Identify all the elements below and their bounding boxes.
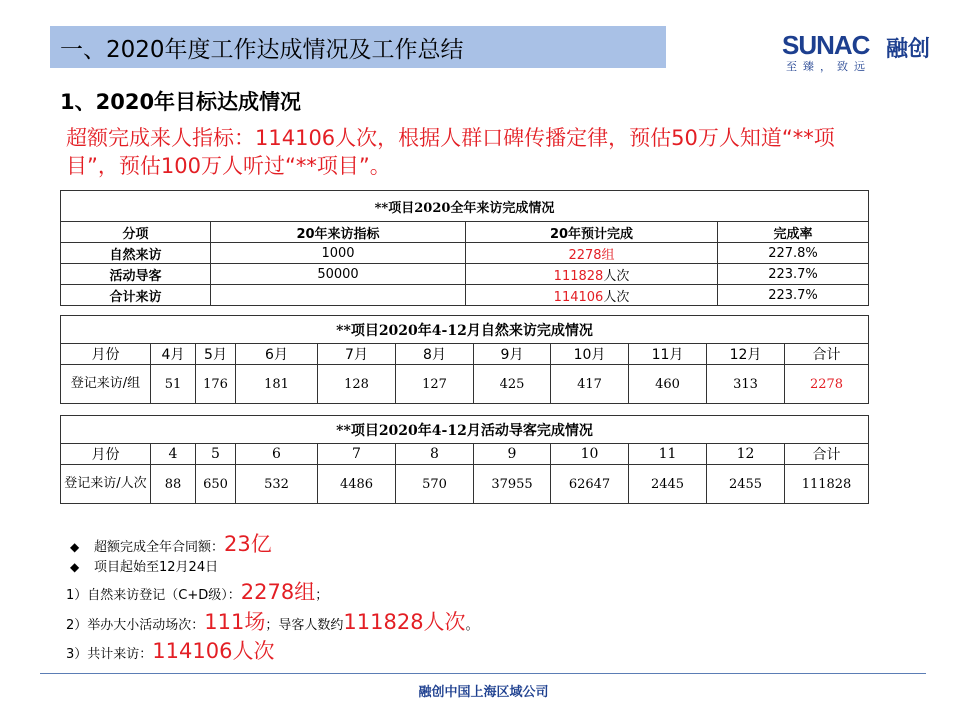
done-cell <box>466 285 718 306</box>
month-cell: 12 <box>707 444 785 465</box>
footer-divider <box>40 673 926 674</box>
list-value: 111828人次 <box>343 610 466 634</box>
list-label: 1）自然来访登记（C+D级）： <box>66 588 241 603</box>
rate-cell: 223.7% <box>718 264 869 285</box>
month-cell: 4月 <box>151 344 196 365</box>
value-cell: 176 <box>196 365 236 404</box>
footer-company: 融创中国上海区域公司 <box>418 685 549 700</box>
value-cell: 532 <box>236 465 318 504</box>
table-row <box>61 264 869 285</box>
list-item-total <box>66 635 274 665</box>
list-value: 114106人次 <box>152 639 275 663</box>
total-header: 合计 <box>785 344 869 365</box>
list-tail: ； <box>315 588 329 603</box>
list-item-natural <box>66 576 328 606</box>
highlight-text: 超额完成来人指标：114106人次，根据人群口碑传播定律，预估50万人知道“**项目”，预估100万人听过“**项目”。 <box>66 126 835 178</box>
value-cell: 460 <box>629 365 707 404</box>
done-unit: 人次 <box>603 268 630 284</box>
done-unit: 人次 <box>603 289 630 305</box>
month-cell: 9 <box>474 444 551 465</box>
list-value: 111场 <box>204 610 266 634</box>
value-cell: 181 <box>236 365 318 404</box>
diamond-bullet-icon: ◆ <box>70 540 80 554</box>
month-header: 月份 <box>61 344 151 365</box>
column-header: 完成率 <box>718 222 869 243</box>
value-cell: 650 <box>196 465 236 504</box>
row-label: 登记来访/人次 <box>61 465 151 504</box>
value-cell: 2445 <box>629 465 707 504</box>
value-cell: 2455 <box>707 465 785 504</box>
rate-cell: 223.7% <box>718 285 869 306</box>
value-cell: 37955 <box>474 465 551 504</box>
diamond-bullet-icon: ◆ <box>70 560 80 574</box>
column-header: 20年来访指标 <box>211 222 466 243</box>
natural-visit-table <box>60 315 869 404</box>
done-unit: 组 <box>601 247 615 263</box>
total-header: 合计 <box>785 444 869 465</box>
value-cell: 4486 <box>318 465 396 504</box>
table-row <box>61 285 869 306</box>
month-cell: 6 <box>236 444 318 465</box>
done-cell <box>466 264 718 285</box>
logo-slogan: 至臻，致远 <box>786 60 871 73</box>
row-label: 登记来访/组 <box>61 365 151 404</box>
bullet-contract <box>70 528 272 558</box>
row-label: 活动导客 <box>61 264 211 285</box>
value-cell: 51 <box>151 365 196 404</box>
month-cell: 6月 <box>236 344 318 365</box>
month-cell: 10 <box>551 444 629 465</box>
month-cell: 9月 <box>474 344 551 365</box>
value-cell: 128 <box>318 365 396 404</box>
month-cell: 7 <box>318 444 396 465</box>
target-cell <box>211 285 466 306</box>
value-cell: 127 <box>396 365 474 404</box>
list-tail: 。 <box>465 618 479 633</box>
month-cell: 10月 <box>551 344 629 365</box>
month-cell: 11月 <box>629 344 707 365</box>
table-caption: **项目2020全年来访完成情况 <box>61 191 869 222</box>
event-guest-table <box>60 415 869 504</box>
bullet-period <box>70 556 218 575</box>
logo-brand-cn: 融创 <box>886 37 931 62</box>
done-value: 2278 <box>568 247 602 263</box>
value-cell: 313 <box>707 365 785 404</box>
bullet-label: 超额完成全年合同额： <box>94 540 225 555</box>
list-label: 2）举办大小活动场次： <box>66 618 205 633</box>
bullet-label: 项目起始至12月24日 <box>94 560 219 575</box>
table-caption: **项目2020年4-12月自然来访完成情况 <box>61 316 869 344</box>
rate-cell: 227.8% <box>718 243 869 264</box>
title-bar <box>50 26 666 68</box>
table-caption: **项目2020年4-12月活动导客完成情况 <box>61 416 869 444</box>
month-cell: 8月 <box>396 344 474 365</box>
month-cell: 8 <box>396 444 474 465</box>
column-header: 20年预计完成 <box>466 222 718 243</box>
list-item-events <box>66 606 479 636</box>
done-cell <box>466 243 718 264</box>
list-label: 3）共计来访： <box>66 647 153 662</box>
value-cell: 570 <box>396 465 474 504</box>
annual-visit-table <box>60 190 869 306</box>
total-value: 2278 <box>785 365 869 404</box>
sunac-logo <box>782 30 932 74</box>
month-cell: 5 <box>196 444 236 465</box>
column-header: 分项 <box>61 222 211 243</box>
done-value: 114106 <box>553 289 604 305</box>
list-mid: ；导客人数约 <box>265 618 344 633</box>
month-cell: 5月 <box>196 344 236 365</box>
month-header: 月份 <box>61 444 151 465</box>
table-row <box>61 465 869 504</box>
total-value: 111828 <box>785 465 869 504</box>
table-row <box>61 365 869 404</box>
logo-brand: SUNAC <box>782 30 870 60</box>
bullet-value: 23亿 <box>224 532 272 556</box>
target-cell: 1000 <box>211 243 466 264</box>
target-cell: 50000 <box>211 264 466 285</box>
month-cell: 4 <box>151 444 196 465</box>
section-heading: 1、2020年目标达成情况 <box>60 90 302 114</box>
month-cell: 11 <box>629 444 707 465</box>
value-cell: 417 <box>551 365 629 404</box>
table-row <box>61 243 869 264</box>
month-cell: 7月 <box>318 344 396 365</box>
row-label: 合计来访 <box>61 285 211 306</box>
month-cell: 12月 <box>707 344 785 365</box>
row-label: 自然来访 <box>61 243 211 264</box>
page-title: 一、2020年度工作达成情况及工作总结 <box>60 37 464 63</box>
list-value: 2278组 <box>240 580 316 604</box>
value-cell: 88 <box>151 465 196 504</box>
value-cell: 425 <box>474 365 551 404</box>
done-value: 111828 <box>553 268 604 284</box>
value-cell: 62647 <box>551 465 629 504</box>
